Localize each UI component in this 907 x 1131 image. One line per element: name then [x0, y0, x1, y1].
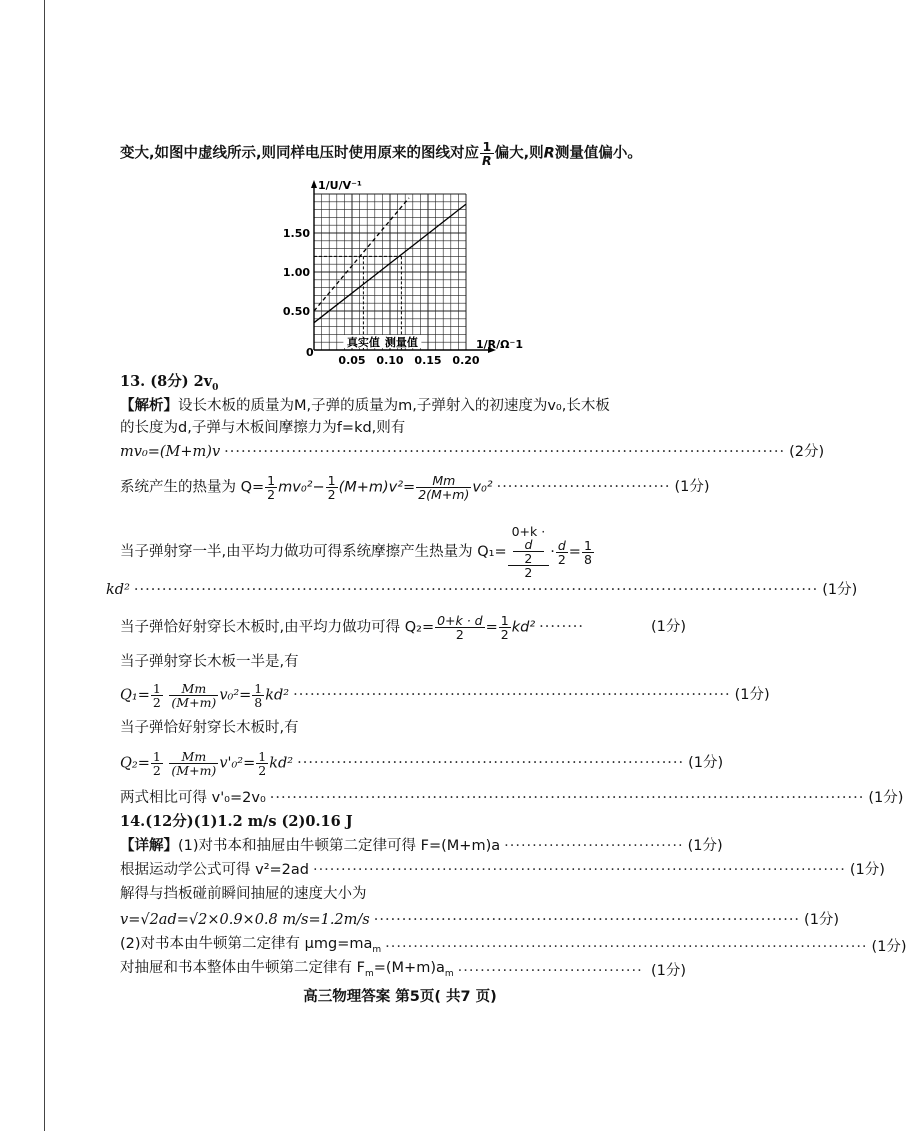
- q14-l2-text: 根据运动学公式可得 v²=2ad: [120, 862, 309, 878]
- eq1: mv₀=(M+m)v: [120, 444, 221, 460]
- intro-text-3: 测量值偏小。: [554, 145, 642, 162]
- frac: 1: [258, 748, 267, 764]
- eq3-cont: kd²: [106, 582, 130, 598]
- q13-eq1: mv₀=(M+m)v ···································································································· (2分): [120, 444, 825, 460]
- dashed-series-line: [314, 198, 409, 311]
- q13-eq5: Q₁= $\frac{1}{2}$ $\frac{Mm}{(M+m)}$ v₀²= $\frac{1}{8}$ kd² ·············································································· (1分): [120, 680, 770, 710]
- y-axis-label: 1/U/V⁻¹: [318, 179, 362, 192]
- x-axis-label: 1/R/Ω⁻1: [476, 338, 523, 351]
- chart-grid: [314, 194, 466, 350]
- frac: 2: [258, 762, 267, 778]
- q14-l1-text: (1)对书本和抽屉由牛顿第二定律可得 F=(M+m)a: [178, 838, 501, 854]
- analysis-text-2: 的长度为d,子弹与木板间摩擦力为f=kd,则有: [120, 420, 406, 436]
- q14-l6-sub2: m: [444, 968, 454, 979]
- q13-eq3-cont: kd² ·························································································································· (1分): [106, 582, 858, 598]
- q13-eq4: 当子弹恰好射穿长木板时,由平均力做功可得 Q₂= $\frac{0+k \cdot d}{2}$ = $\frac{1}{2}$ kd² ········ (1分): [120, 612, 686, 642]
- q14-header-text: 14.(12分)(1)1.2 m/s (2)0.16 J: [120, 813, 353, 830]
- frac: 0+k · d: [437, 612, 483, 628]
- q13-eq2: 系统产生的热量为 Q= $\frac{1}{2}$ mv₀²− $\frac{1}{2}$ (M+m)v²= $\frac{Mm}{2(M+m)}$ v₀² ······························· (1分): [120, 472, 710, 502]
- eq3-score: (1分): [822, 582, 858, 598]
- frac: 2: [500, 626, 509, 642]
- eq5-score: (1分): [734, 687, 770, 703]
- frac: 2: [327, 486, 336, 502]
- intro-text-2: 偏大,则: [494, 145, 544, 162]
- marker-label: 真实值: [346, 336, 380, 349]
- q13-analysis-2: [120, 418, 686, 438]
- q14-l4-text: v=√2ad=√2×0.9×0.8 m/s=1.2m/s: [120, 912, 370, 928]
- frac-num: 1: [480, 140, 494, 154]
- origin-label: 0: [306, 346, 314, 359]
- frac: 2: [524, 551, 533, 566]
- x-tick-label: 0.05: [338, 354, 366, 367]
- analysis-text-1: 设长木板的质量为M,子弹的质量为m,子弹射入的初速度为v₀,长木板: [178, 398, 610, 414]
- q13-header: [120, 372, 686, 398]
- frac: 2: [524, 565, 533, 580]
- x-tick-label: 0.15: [414, 354, 442, 367]
- eq4-text: 当子弹恰好射穿长木板时,由平均力做功可得 Q₂=: [120, 619, 435, 635]
- eq5-prefix: Q₁=: [120, 687, 150, 703]
- intro-var-r: R: [543, 145, 555, 162]
- intro-text-1: 变大,如图中虚线所示,则同样电压时使用原来的图线对应: [120, 145, 480, 162]
- frac: 2: [455, 626, 464, 642]
- q14-l2-score: (1分): [849, 862, 885, 878]
- q14-l6-rest: =(M+m)a: [373, 960, 445, 976]
- q14-l6-score: (1分): [650, 962, 686, 979]
- frac: 2: [267, 486, 276, 502]
- voltage-resistance-chart: [280, 178, 540, 378]
- eq1-score: (2分): [789, 444, 825, 460]
- y-tick-label: 1.50: [282, 227, 310, 240]
- eq2-prefix: 系统产生的热量为 Q=: [120, 479, 265, 495]
- frac: 2(M+m): [418, 486, 470, 502]
- eq6-prefix: Q₂=: [120, 755, 150, 771]
- frac: 1: [152, 748, 161, 764]
- frac: 2: [557, 551, 566, 567]
- q14-l1-score: (1分): [687, 838, 723, 854]
- eq6-label: 当子弹恰好射穿长木板时,有: [120, 720, 299, 736]
- marker-label: 测量值: [384, 336, 418, 349]
- q14-l4: v=√2ad=√2×0.9×0.8 m/s=1.2m/s ············································································ (1分): [120, 912, 840, 928]
- eq4-score: (1分): [650, 619, 686, 635]
- eq3-text: 当子弹射穿一半,由平均力做功可得系统摩擦产生热量为 Q₁=: [120, 544, 507, 560]
- intro-line: [120, 140, 686, 167]
- analysis-label: 【解析】: [120, 398, 178, 414]
- q14-l3: [120, 884, 686, 904]
- eq2-score: (1分): [674, 479, 710, 495]
- frac: 8: [254, 694, 263, 710]
- frac: 2: [152, 694, 161, 710]
- eq7-score: (1分): [868, 790, 904, 806]
- q14-l5-text: (2)对书本由牛顿第二定律有 μmg=ma: [120, 936, 373, 952]
- q13-eq5-label: [120, 652, 686, 672]
- frac: 1: [327, 472, 336, 488]
- q13-eq3: 当子弹射穿一半,由平均力做功可得系统摩擦产生热量为 Q₁= 0+k · d 2 2 · $\frac{d}{2}$ = $\frac{1}{8}$: [120, 524, 592, 580]
- frac: 1: [500, 612, 509, 628]
- x-tick-label: 0.20: [452, 354, 480, 367]
- frac: (M+m): [171, 694, 217, 710]
- x-tick-label: 0.10: [376, 354, 404, 367]
- frac: 8: [583, 551, 592, 567]
- frac: (M+m): [171, 762, 217, 778]
- q13-eq6-label: [120, 718, 686, 738]
- q13-eq6: Q₂= $\frac{1}{2}$ $\frac{Mm}{(M+m)}$ v'₀²= $\frac{1}{2}$ kd² ····································································· (1分): [120, 748, 724, 778]
- frac: 1: [152, 680, 161, 696]
- q13-analysis-1: [120, 396, 686, 416]
- frac: d: [513, 538, 545, 552]
- eq6-score: (1分): [688, 755, 724, 771]
- q14-l6: 对抽屉和书本整体由牛顿第二定律有 $F_m=(M+m)a_m$ ································· (1分): [120, 960, 686, 979]
- q14-l6-text: 对抽屉和书本整体由牛顿第二定律有 F: [120, 960, 365, 976]
- q14-header: [120, 812, 686, 832]
- detail-label: 【详解】: [120, 838, 178, 854]
- binding-line: [44, 0, 45, 1131]
- eq7: 两式相比可得 v'₀=2v₀: [120, 790, 266, 806]
- eq5-label: 当子弹射穿长木板一半是,有: [120, 654, 299, 670]
- q14-l2: 根据运动学公式可得 v²=2ad ······························································································· (1分): [120, 862, 885, 878]
- page-footer: 高三物理答案 第5页( 共7 页): [303, 989, 497, 1005]
- frac: 1: [254, 680, 263, 696]
- q14-l6-sub: m: [364, 968, 374, 979]
- frac: d: [556, 539, 568, 553]
- frac: Mm: [169, 682, 218, 696]
- frac: 0+k ·: [511, 524, 546, 539]
- frac: 1: [267, 472, 276, 488]
- frac: 1: [583, 537, 592, 553]
- frac-den: R: [482, 153, 492, 168]
- y-tick-label: 0.50: [282, 305, 310, 318]
- frac: Mm: [169, 750, 218, 764]
- y-axis-arrow: [311, 180, 317, 188]
- q14-l1: 【详解】(1)对书本和抽屉由牛顿第二定律可得 F=(M+m)a ································ (1分): [120, 838, 723, 854]
- q14-l5-sub: m: [372, 944, 382, 955]
- chart-axes: [311, 180, 496, 353]
- frac: ·: [550, 544, 555, 560]
- frac: Mm: [416, 474, 471, 488]
- q13-header-sub: 0: [212, 382, 219, 393]
- y-tick-label: 1.00: [282, 266, 310, 279]
- q14-l3-text: 解得与挡板碰前瞬间抽屉的速度大小为: [120, 886, 367, 902]
- frac: 2: [152, 762, 161, 778]
- q14-l4-score: (1分): [804, 912, 840, 928]
- q13-header-text: 13. (8分) 2v: [120, 373, 213, 390]
- q13-eq7: 两式相比可得 v'₀=2v₀ ·········································································································· (1分): [120, 790, 904, 806]
- q14-l5: (2)对书本由牛顿第二定律有 $\mu mg=ma_m$ ······················································································ (1分): [120, 936, 907, 955]
- q14-l5-score: (1分): [871, 938, 907, 955]
